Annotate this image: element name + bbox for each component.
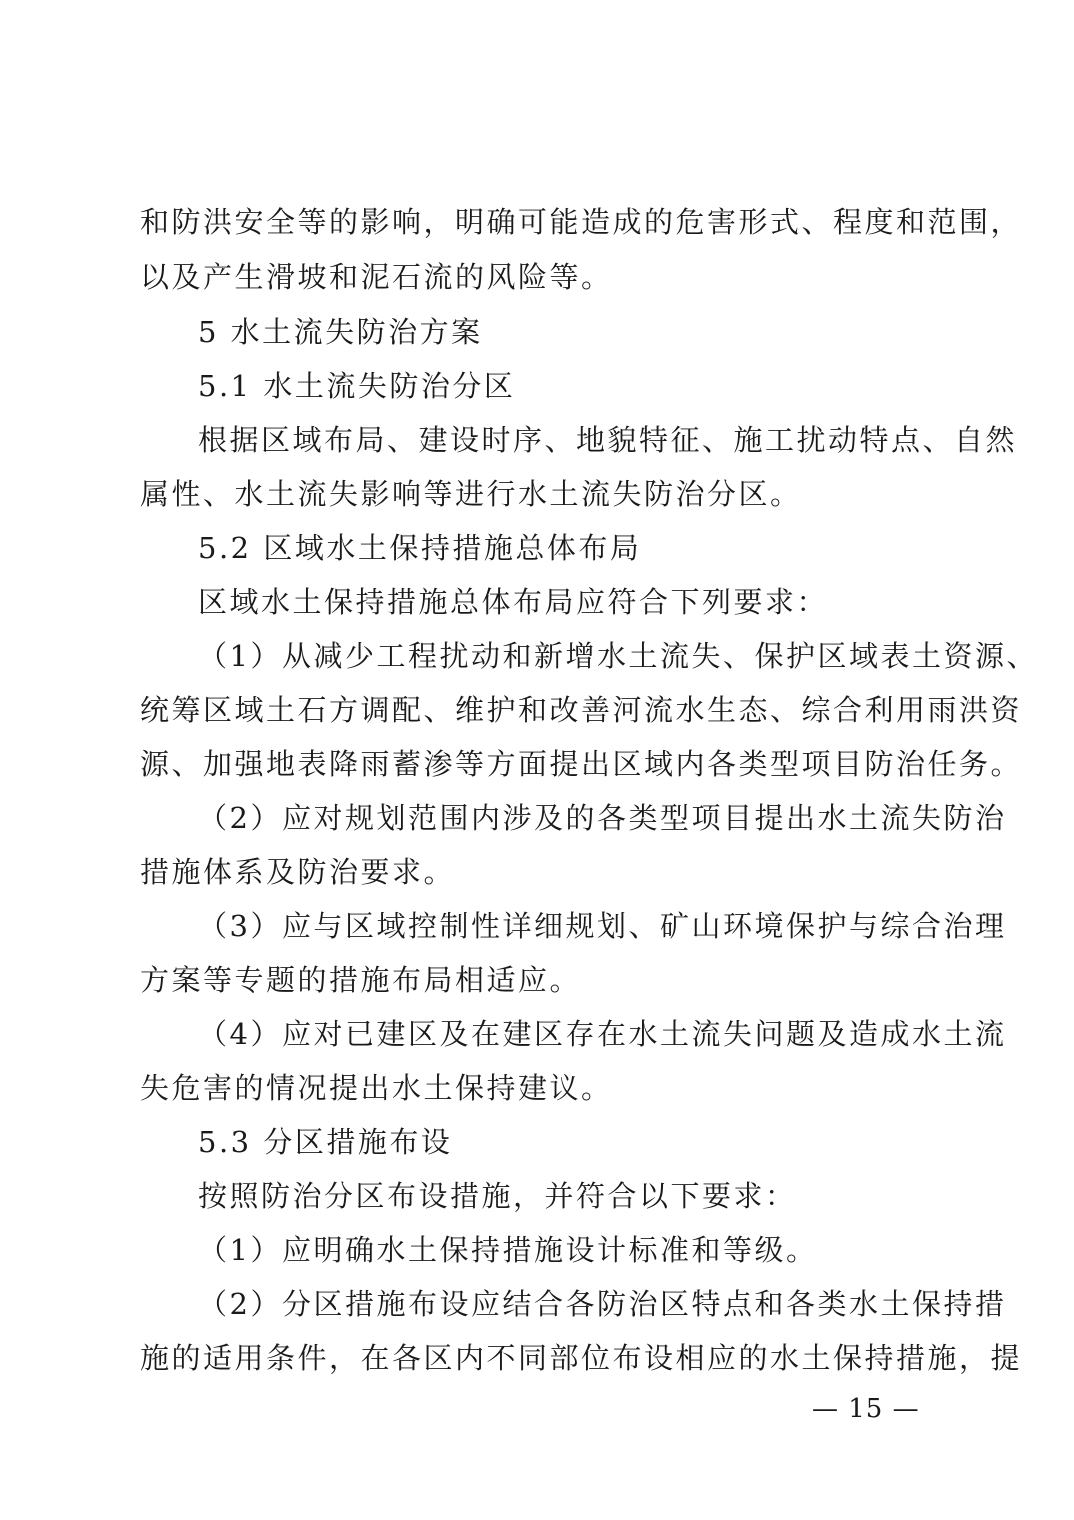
body-text-line: 方案等专题的措施布局相适应。 (140, 963, 582, 997)
body-text-line: 区域水土保持措施总体布局应符合下列要求： (198, 585, 829, 619)
page-number: — 15 — (812, 1394, 920, 1424)
body-text-line: 根据区域布局、建设时序、地貌特征、施工扰动特点、自然 (198, 423, 1018, 457)
list-item-line: （2）分区措施布设应结合各防治区特点和各类水土保持措 (198, 1287, 1007, 1321)
list-item-line: （4）应对已建区及在建区存在水土流失问题及造成水土流 (198, 1017, 1007, 1051)
section-heading: 5 水土流失防治方案 (198, 315, 483, 349)
body-text-line: 施的适用条件，在各区内不同部位布设相应的水土保持措施，提 (140, 1341, 1023, 1375)
list-item-line: （3）应与区域控制性详细规划、矿山环境保护与综合治理 (198, 909, 1007, 943)
subsection-heading: 5.1 水土流失防治分区 (198, 369, 516, 403)
list-item-line: （2）应对规划范围内涉及的各类型项目提出水土流失防治 (198, 801, 1007, 835)
body-text-line: 按照防治分区布设措施，并符合以下要求： (198, 1179, 797, 1213)
body-text-line: 措施体系及防治要求。 (140, 855, 456, 889)
body-text-line: 以及产生滑坡和泥石流的风险等。 (140, 260, 613, 294)
body-text-line: 源、加强地表降雨蓄渗等方面提出区域内各类型项目防治任务。 (140, 747, 1023, 781)
body-text-line: 失危害的情况提出水土保持建议。 (140, 1071, 613, 1105)
list-item-line: （1）应明确水土保持措施设计标准和等级。 (198, 1233, 818, 1267)
body-text-line: 和防洪安全等的影响，明确可能造成的危害形式、程度和范围， (140, 205, 1023, 239)
body-text-line: 统筹区域土石方调配、维护和改善河流水生态、综合利用雨洪资 (140, 693, 1023, 727)
list-item-line: （1）从减少工程扰动和新增水土流失、保护区域表土资源、 (198, 639, 1038, 673)
subsection-heading: 5.2 区域水土保持措施总体布局 (198, 531, 642, 565)
subsection-heading: 5.3 分区措施布设 (198, 1125, 453, 1159)
body-text-line: 属性、水土流失影响等进行水土流失防治分区。 (140, 477, 802, 511)
